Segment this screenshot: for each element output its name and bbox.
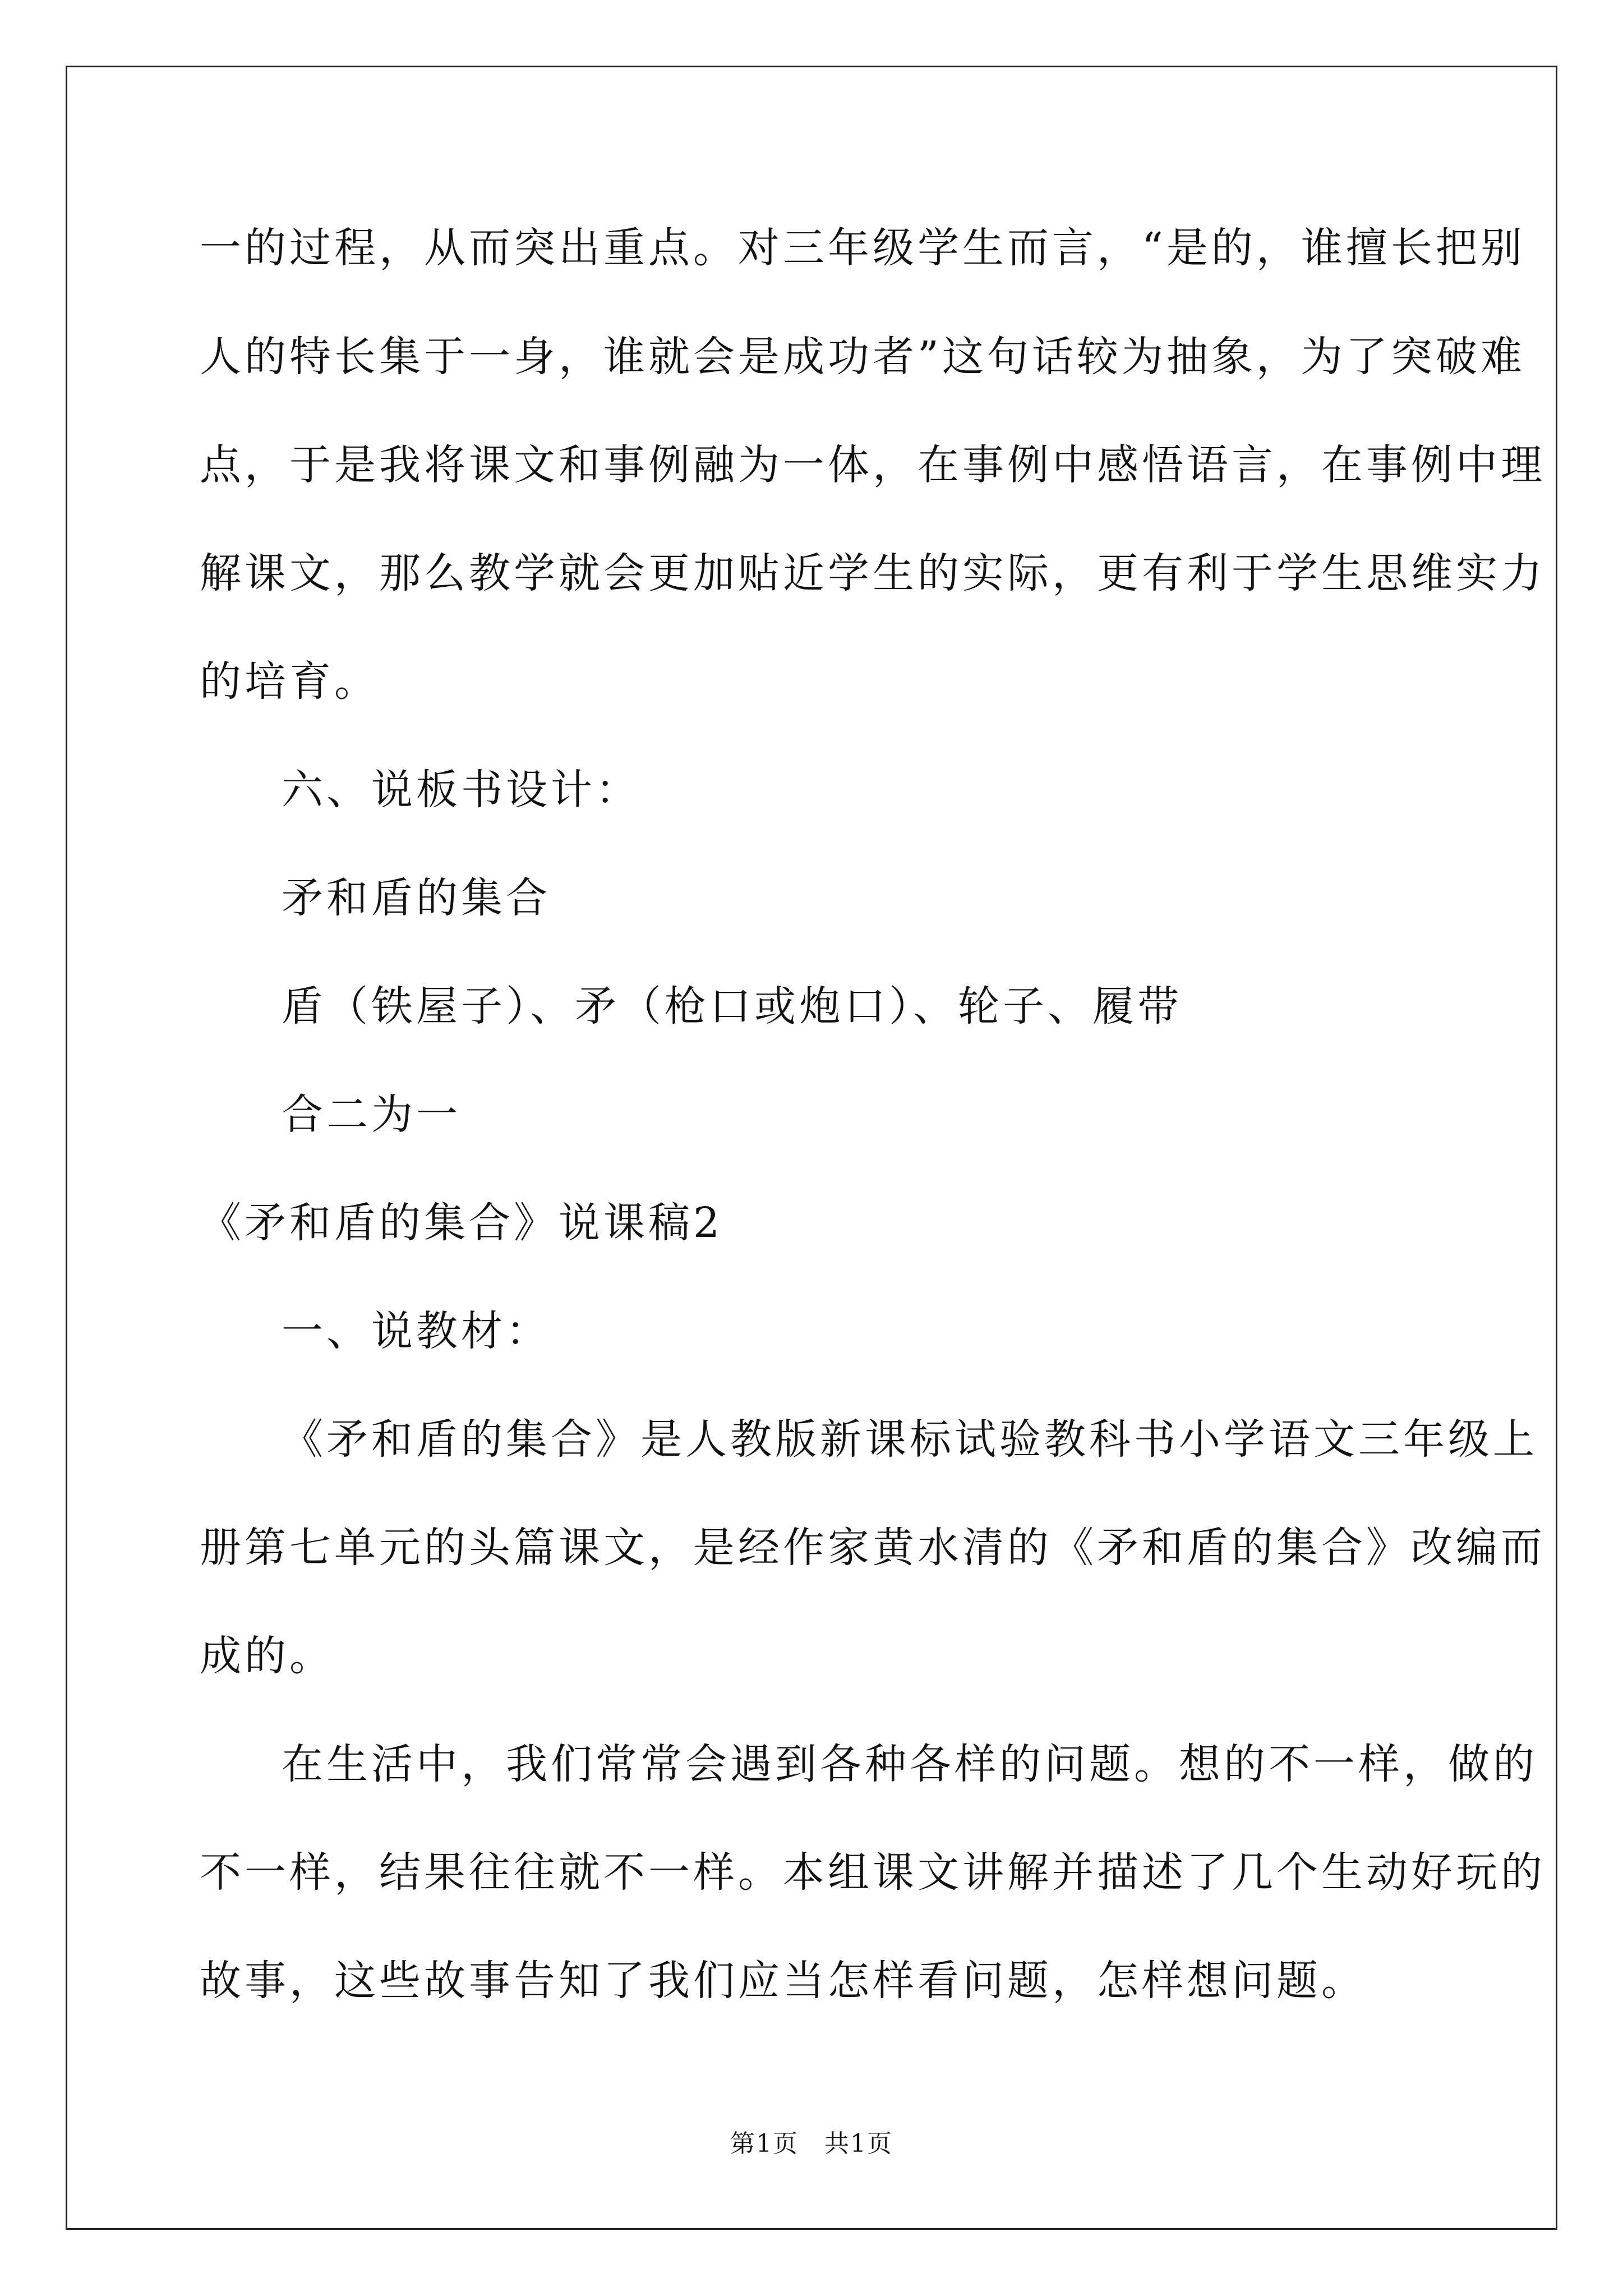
board-conclusion: 合二为一 bbox=[282, 1091, 461, 1139]
page-border bbox=[66, 66, 1557, 2230]
paragraph-line: 《矛和盾的集合》是人教版新课标试验教科书小学语文三年级上 bbox=[282, 1415, 1538, 1464]
board-title: 矛和盾的集合 bbox=[282, 874, 551, 922]
paragraph-line: 不一样，结果往往就不一样。本组课文讲解并描述了几个生动好玩的 bbox=[200, 1848, 1546, 1897]
paragraph-line: 人的特长集于一身，谁就会是成功者”这句话较为抽象，为了突破难 bbox=[200, 333, 1525, 381]
section-heading-board-design: 六、说板书设计： bbox=[282, 766, 640, 814]
section-heading-textbook: 一、说教材： bbox=[282, 1307, 551, 1355]
paragraph-line: 在生活中，我们常常会遇到各种各样的问题。想的不一样，做的 bbox=[282, 1740, 1538, 1788]
paragraph-line: 故事，这些故事告知了我们应当怎样看问题，怎样想问题。 bbox=[200, 1957, 1366, 2005]
paragraph-line: 成的。 bbox=[200, 1632, 334, 1680]
paragraph-line: 的培育。 bbox=[200, 657, 379, 706]
page-footer: 第1页 共1页 bbox=[730, 2129, 893, 2158]
board-item: 盾（铁屋子）、矛（枪口或炮口）、轮子、履带 bbox=[282, 982, 1182, 1030]
paragraph-line: 册第七单元的头篇课文，是经作家黄水清的《矛和盾的集合》改编而 bbox=[200, 1524, 1546, 1572]
document-section-title: 《矛和盾的集合》说课稿2 bbox=[200, 1199, 723, 1247]
paragraph-line: 点，于是我将课文和事例融为一体，在事例中感悟语言，在事例中理 bbox=[200, 441, 1546, 489]
paragraph-line: 解课文，那么教学就会更加贴近学生的实际，更有利于学生思维实力 bbox=[200, 549, 1546, 597]
paragraph-line: 一的过程，从而突出重点。对三年级学生而言，“是的，谁擅长把别 bbox=[200, 224, 1525, 272]
